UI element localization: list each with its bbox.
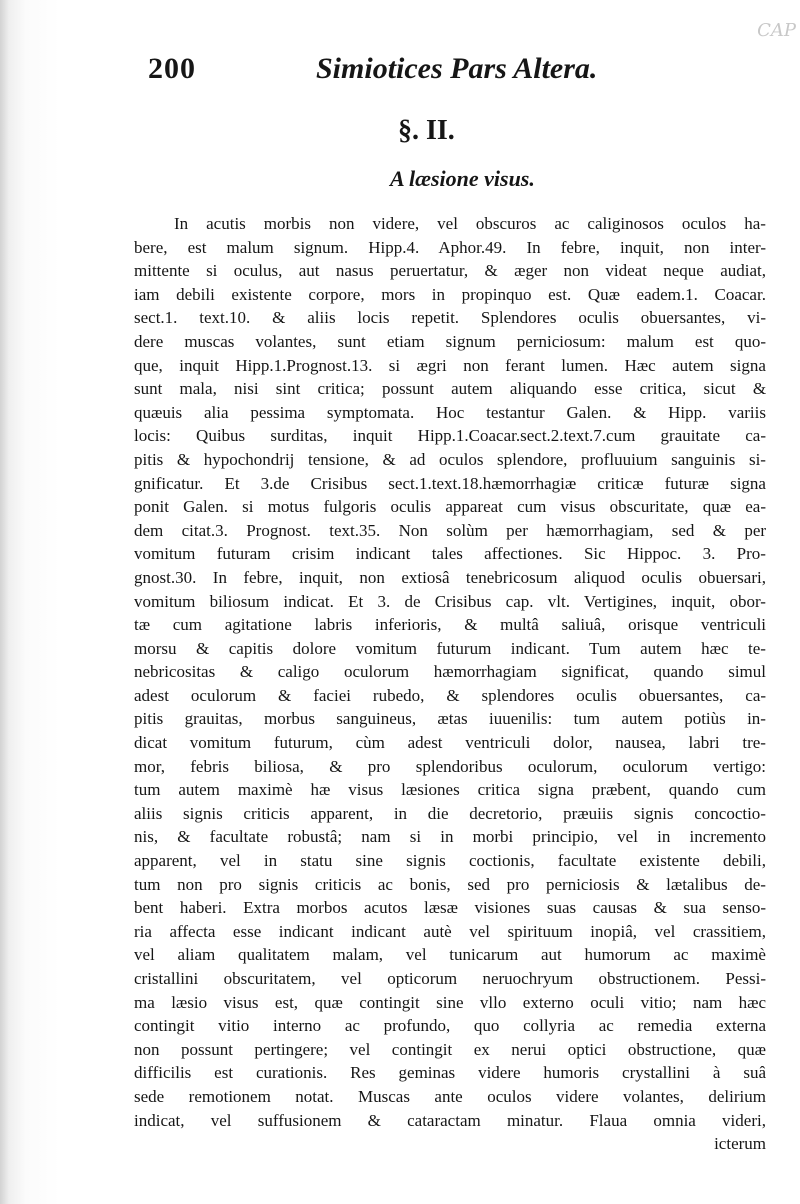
page-header xyxy=(148,52,748,92)
text-line: locis: Quibus surditas, inquit Hipp.1.Coacar.sect.2.text.7.cum grauitate ca- xyxy=(134,426,766,446)
text-line: In acutis morbis non videre, vel obscuros ac caliginosos oculos ha- xyxy=(174,214,766,233)
running-title: Simiotices Pars Altera. xyxy=(316,52,598,85)
text-line: ponit Galen. si motus fulgoris oculis appareat cum visus obscuritate, quæ ea- xyxy=(134,497,766,517)
text-line: cristallini obscuritatem, vel opticorum neruochryum obstructionem. Pessi- xyxy=(134,969,767,988)
section-number: §. II. xyxy=(398,115,455,146)
text-line: vomitum biliosum indicat. Et 3. de Crisibus cap. vlt. Vertigines, inquit, obor- xyxy=(134,591,766,611)
text-line: bent haberi. Extra morbos acutos læsæ visiones suas causas & sua senso- xyxy=(134,898,766,918)
text-line: adest oculorum & faciei rubedo, & splendores oculis obuersantes, ca- xyxy=(134,685,767,705)
text-line: gnificatur. Et 3.de Crisibus sect.1.text.18.hæmorrhagiæ criticæ futuræ signa xyxy=(134,473,766,493)
text-line: que, inquit Hipp.1.Prognost.13. si ægri non ferant lumen. Hæc autem signa xyxy=(134,355,766,375)
text-line: iam debili existente corpore, mors in propinquo est. Quæ eadem.1. Coacar. xyxy=(134,284,766,304)
text-line: tum autem maximè hæ visus læsiones critica signa præbent, quando cum xyxy=(134,780,766,800)
text-line: morsu & capitis dolore vomitum futurum indicant. Tum autem hæc te- xyxy=(134,638,766,658)
text-line: ma læsio visus est, quæ contingit sine vllo externo oculi vitio; nam hæc xyxy=(134,992,767,1012)
text-line: contingit vitio interno ac profundo, quo collyria ac remedia externa xyxy=(134,1016,766,1036)
text-line: apparent, vel in statu sine signis coctionis, facultate existente debili, xyxy=(134,851,766,871)
page-number: 200 xyxy=(148,52,196,85)
text-line: quæuis alia pessima symptomata. Hoc testantur Galen. & Hipp. variis xyxy=(134,402,766,422)
text-line: nebricositas & caligo oculorum hæmorrhagiam significat, quando simul xyxy=(134,662,766,682)
text-line: sunt mala, nisi sint critica; possunt autem aliquando esse critica, sicut & xyxy=(134,379,767,399)
text-line: difficilis est curationis. Res geminas videre humoris crystallini à suâ xyxy=(134,1063,767,1083)
text-line: indicat, vel suffusionem & cataractam minatur. Flaua omnia videri, xyxy=(134,1110,766,1130)
section-title: A læsione visus. xyxy=(390,166,535,191)
text-line: pitis grauitas, morbus sanguineus, ætas iuuenilis: tum autem potiùs in- xyxy=(134,709,766,729)
text-line: icterum xyxy=(714,1134,766,1154)
text-line: ria affecta esse indicant indicant autè vel spirituum inopiâ, vel crassitiem, xyxy=(134,921,767,941)
text-line: dem citat.3. Prognost. text.35. Non solùm per hæmorrhagiam, sed & per xyxy=(134,520,767,540)
text-line: mor, febris biliosa, & pro splendoribus oculorum, oculorum vertigo: xyxy=(134,756,767,776)
text-line: aliis signis criticis apparent, in die decretorio, præuiis signis concoctio- xyxy=(134,803,766,823)
text-line: tum non pro signis criticis ac bonis, sed pro perniciosis & lætalibus de- xyxy=(134,874,766,894)
bleed-through-text: CAP xyxy=(757,20,796,41)
text-line: bere, est malum signum. Hipp.4. Aphor.49. In febre, inquit, non inter- xyxy=(134,237,766,257)
text-line: dicat vomitum futurum, cùm adest ventriculi dolor, nausea, labri tre- xyxy=(134,733,766,753)
text-line: non possunt pertingere; vel contingit ex nerui optici obstructione, quæ xyxy=(134,1039,767,1059)
text-line: sect.1. text.10. & aliis locis repetit. Splendores oculis obuersantes, vi- xyxy=(134,308,767,328)
text-line: tæ cum agitatione labris inferioris, & multâ saliuâ, orisque ventriculi xyxy=(134,615,767,635)
body-text xyxy=(134,212,766,1156)
text-line: pitis & hypochondrij tensione, & ad oculos splendore, profluuium sanguinis si- xyxy=(134,449,766,469)
text-line: vomitum futuram crisim indicant tales affectiones. Sic Hippoc. 3. Pro- xyxy=(134,544,766,564)
text-line: vel aliam qualitatem malam, vel tunicarum aut humorum ac maximè xyxy=(134,945,766,965)
text-line: mittente si oculus, aut nasus peruertatur, & æger non videat neque audiat, xyxy=(134,261,767,281)
text-line: nis, & facultate robustâ; nam si in morbi principio, vel in incremento xyxy=(134,827,766,847)
text-line: gnost.30. In febre, inquit, non extiosâ tenebricosum aliquod oculis obuersari, xyxy=(134,567,766,587)
text-line: sede remotionem notat. Muscas ante oculos videre volantes, delirium xyxy=(134,1086,766,1106)
text-line: dere muscas volantes, sunt etiam signum perniciosum: malum est quo- xyxy=(134,331,767,351)
